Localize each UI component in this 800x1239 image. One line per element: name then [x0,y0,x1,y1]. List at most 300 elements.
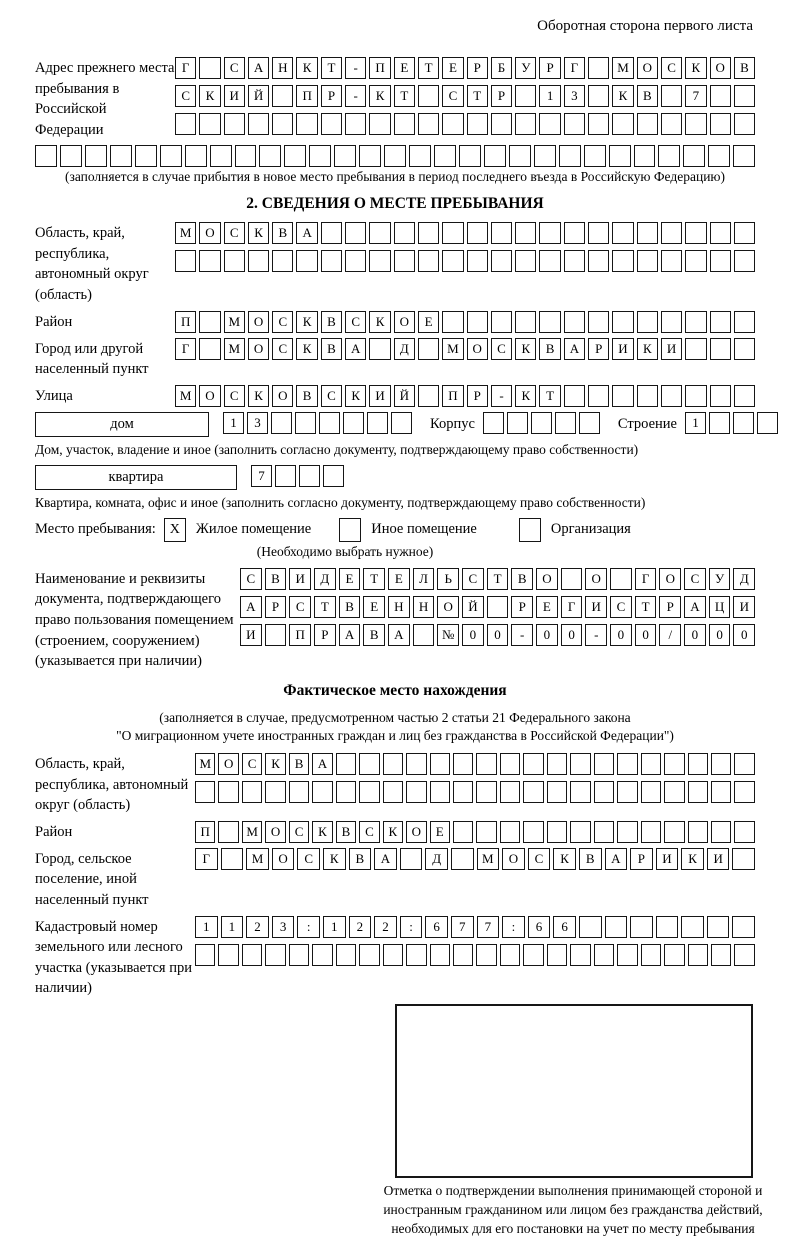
grid-cell[interactable] [531,412,552,434]
grid-cell[interactable] [321,222,342,244]
grid-cell[interactable] [296,113,317,135]
grid-cell[interactable] [430,944,450,966]
grid-cell[interactable]: А [345,338,366,360]
grid-cell[interactable]: Т [363,568,385,590]
grid-cell[interactable]: Г [564,57,585,79]
grid-cell[interactable]: - [585,624,607,646]
grid-cell[interactable] [711,781,731,803]
grid-cell[interactable] [467,311,488,333]
grid-cell[interactable]: / [659,624,681,646]
grid-cell[interactable] [476,781,496,803]
grid-cell[interactable]: : [297,916,320,938]
residence-type-checkbox-dwelling[interactable]: X [164,518,186,542]
grid-cell[interactable] [661,113,682,135]
grid-cell[interactable] [594,821,614,843]
grid-cell[interactable]: О [199,222,220,244]
grid-cell[interactable] [442,222,463,244]
grid-cell[interactable]: О [406,821,426,843]
grid-cell[interactable]: В [637,85,658,107]
grid-cell[interactable]: С [297,848,320,870]
grid-cell[interactable] [710,113,731,135]
grid-cell[interactable] [612,311,633,333]
grid-cell[interactable]: Д [314,568,336,590]
grid-cell[interactable] [259,145,281,167]
grid-cell[interactable] [272,113,293,135]
grid-cell[interactable]: С [175,85,196,107]
grid-cell[interactable] [289,944,309,966]
grid-cell[interactable]: - [511,624,533,646]
grid-cell[interactable] [661,385,682,407]
grid-cell[interactable] [594,944,614,966]
grid-cell[interactable]: 1 [223,412,244,434]
grid-cell[interactable] [555,412,576,434]
grid-cell[interactable] [688,821,708,843]
grid-cell[interactable] [334,145,356,167]
grid-cell[interactable] [394,113,415,135]
grid-cell[interactable]: Ь [437,568,459,590]
grid-cell[interactable] [515,311,536,333]
grid-cell[interactable]: В [272,222,293,244]
grid-cell[interactable]: 0 [487,624,509,646]
grid-cell[interactable] [588,57,609,79]
grid-cell[interactable]: П [175,311,196,333]
grid-cell[interactable]: О [218,753,238,775]
grid-cell[interactable] [617,753,637,775]
grid-cell[interactable] [367,412,388,434]
grid-cell[interactable] [265,781,285,803]
grid-cell[interactable]: 0 [684,624,706,646]
grid-cell[interactable] [561,568,583,590]
grid-cell[interactable]: А [296,222,317,244]
grid-cell[interactable] [757,412,778,434]
grid-cell[interactable]: 0 [536,624,558,646]
grid-cell[interactable] [685,338,706,360]
grid-cell[interactable] [265,624,287,646]
grid-cell[interactable] [617,781,637,803]
grid-cell[interactable]: О [265,821,285,843]
grid-cell[interactable] [199,250,220,272]
grid-cell[interactable] [710,385,731,407]
grid-cell[interactable] [199,113,220,135]
grid-cell[interactable]: 6 [425,916,448,938]
grid-cell[interactable] [418,250,439,272]
grid-cell[interactable]: В [511,568,533,590]
grid-cell[interactable] [507,412,528,434]
grid-cell[interactable] [688,781,708,803]
grid-cell[interactable] [710,311,731,333]
grid-cell[interactable] [487,596,509,618]
grid-cell[interactable]: С [661,57,682,79]
grid-cell[interactable] [612,113,633,135]
grid-cell[interactable] [634,145,656,167]
grid-cell[interactable] [612,250,633,272]
grid-cell[interactable]: Г [561,596,583,618]
grid-cell[interactable]: К [515,385,536,407]
grid-cell[interactable]: М [242,821,262,843]
grid-cell[interactable]: А [339,624,361,646]
grid-cell[interactable]: В [349,848,372,870]
grid-cell[interactable] [661,250,682,272]
grid-cell[interactable]: Т [321,57,342,79]
grid-cell[interactable]: С [224,57,245,79]
grid-cell[interactable] [199,57,220,79]
grid-cell[interactable]: Г [195,848,218,870]
grid-cell[interactable]: Т [467,85,488,107]
grid-cell[interactable] [135,145,157,167]
grid-cell[interactable] [359,753,379,775]
grid-cell[interactable] [641,821,661,843]
grid-cell[interactable] [453,821,473,843]
grid-cell[interactable] [476,944,496,966]
grid-cell[interactable] [564,222,585,244]
grid-cell[interactable]: А [248,57,269,79]
grid-cell[interactable]: С [240,568,262,590]
grid-cell[interactable]: В [321,338,342,360]
grid-cell[interactable]: В [265,568,287,590]
grid-cell[interactable]: Д [733,568,755,590]
grid-cell[interactable]: М [224,311,245,333]
grid-cell[interactable]: 2 [246,916,269,938]
grid-cell[interactable]: М [195,753,215,775]
grid-cell[interactable] [467,222,488,244]
grid-cell[interactable] [734,385,755,407]
grid-cell[interactable]: : [502,916,525,938]
grid-cell[interactable] [430,781,450,803]
grid-cell[interactable] [637,311,658,333]
grid-cell[interactable]: П [296,85,317,107]
grid-cell[interactable] [85,145,107,167]
grid-cell[interactable] [610,568,632,590]
grid-cell[interactable]: К [369,85,390,107]
grid-cell[interactable]: 0 [733,624,755,646]
grid-cell[interactable] [218,821,238,843]
grid-cell[interactable] [564,113,585,135]
grid-cell[interactable] [442,250,463,272]
grid-cell[interactable] [594,781,614,803]
grid-cell[interactable] [734,753,754,775]
grid-cell[interactable]: О [199,385,220,407]
grid-cell[interactable]: О [659,568,681,590]
grid-cell[interactable] [453,944,473,966]
grid-cell[interactable] [579,916,602,938]
grid-cell[interactable] [284,145,306,167]
grid-cell[interactable] [345,250,366,272]
grid-cell[interactable] [661,311,682,333]
grid-cell[interactable]: Р [588,338,609,360]
grid-cell[interactable] [467,113,488,135]
grid-cell[interactable] [685,250,706,272]
grid-cell[interactable]: В [339,596,361,618]
grid-cell[interactable] [491,222,512,244]
grid-cell[interactable] [539,113,560,135]
grid-cell[interactable]: Е [394,57,415,79]
grid-cell[interactable] [467,250,488,272]
grid-cell[interactable]: В [336,821,356,843]
grid-cell[interactable]: К [369,311,390,333]
grid-cell[interactable]: 2 [349,916,372,938]
grid-cell[interactable] [734,85,755,107]
grid-cell[interactable]: 7 [477,916,500,938]
grid-cell[interactable] [218,781,238,803]
grid-cell[interactable]: Р [265,596,287,618]
grid-cell[interactable]: 6 [528,916,551,938]
grid-cell[interactable]: А [684,596,706,618]
grid-cell[interactable] [734,311,755,333]
grid-cell[interactable] [369,338,390,360]
grid-cell[interactable]: В [296,385,317,407]
grid-cell[interactable]: И [585,596,607,618]
grid-cell[interactable] [383,753,403,775]
grid-cell[interactable] [710,222,731,244]
grid-cell[interactable] [688,944,708,966]
grid-cell[interactable]: О [502,848,525,870]
grid-cell[interactable] [418,85,439,107]
grid-cell[interactable]: Т [539,385,560,407]
grid-cell[interactable]: О [272,385,293,407]
grid-cell[interactable] [476,821,496,843]
grid-cell[interactable] [442,113,463,135]
grid-cell[interactable]: Т [487,568,509,590]
grid-cell[interactable]: А [388,624,410,646]
grid-cell[interactable]: Е [536,596,558,618]
grid-cell[interactable]: Т [635,596,657,618]
grid-cell[interactable] [476,753,496,775]
grid-cell[interactable] [218,944,238,966]
grid-cell[interactable] [733,412,754,434]
grid-cell[interactable]: Р [539,57,560,79]
grid-cell[interactable] [711,821,731,843]
grid-cell[interactable] [453,781,473,803]
grid-cell[interactable] [235,145,257,167]
grid-cell[interactable]: М [224,338,245,360]
grid-cell[interactable]: Й [248,85,269,107]
grid-cell[interactable] [418,385,439,407]
grid-cell[interactable] [612,385,633,407]
grid-cell[interactable] [564,311,585,333]
grid-cell[interactable]: Н [388,596,410,618]
grid-cell[interactable] [384,145,406,167]
grid-cell[interactable] [195,781,215,803]
grid-cell[interactable] [418,113,439,135]
grid-cell[interactable] [221,848,244,870]
grid-cell[interactable] [434,145,456,167]
grid-cell[interactable] [418,222,439,244]
grid-cell[interactable]: 7 [451,916,474,938]
grid-cell[interactable] [683,145,705,167]
grid-cell[interactable] [515,85,536,107]
grid-cell[interactable] [547,821,567,843]
grid-cell[interactable]: Е [430,821,450,843]
grid-cell[interactable] [394,250,415,272]
grid-cell[interactable]: Е [442,57,463,79]
grid-cell[interactable] [664,821,684,843]
grid-cell[interactable] [664,781,684,803]
grid-cell[interactable]: В [321,311,342,333]
grid-cell[interactable]: К [199,85,220,107]
grid-cell[interactable]: М [477,848,500,870]
grid-cell[interactable] [491,311,512,333]
grid-cell[interactable] [343,412,364,434]
grid-cell[interactable]: Г [175,57,196,79]
grid-cell[interactable] [658,145,680,167]
grid-cell[interactable]: Р [467,385,488,407]
grid-cell[interactable] [296,250,317,272]
grid-cell[interactable] [369,222,390,244]
grid-cell[interactable]: О [637,57,658,79]
grid-cell[interactable]: С [272,311,293,333]
grid-cell[interactable] [199,338,220,360]
grid-cell[interactable]: И [733,596,755,618]
grid-cell[interactable]: О [248,338,269,360]
grid-cell[interactable] [711,753,731,775]
grid-cell[interactable] [523,821,543,843]
grid-cell[interactable]: О [585,568,607,590]
grid-cell[interactable] [708,145,730,167]
grid-cell[interactable] [312,781,332,803]
grid-cell[interactable]: И [661,338,682,360]
grid-cell[interactable] [711,944,731,966]
grid-cell[interactable]: Ц [709,596,731,618]
grid-cell[interactable] [224,113,245,135]
grid-cell[interactable]: М [175,385,196,407]
grid-cell[interactable]: О [394,311,415,333]
grid-cell[interactable]: О [437,596,459,618]
grid-cell[interactable] [309,145,331,167]
grid-cell[interactable] [500,944,520,966]
grid-cell[interactable]: С [242,753,262,775]
grid-cell[interactable]: 7 [251,465,272,487]
grid-cell[interactable]: № [437,624,459,646]
grid-cell[interactable]: 7 [685,85,706,107]
grid-cell[interactable]: С [442,85,463,107]
grid-cell[interactable] [539,311,560,333]
grid-cell[interactable]: М [442,338,463,360]
grid-cell[interactable]: К [248,222,269,244]
grid-cell[interactable] [394,222,415,244]
grid-cell[interactable] [275,465,296,487]
grid-cell[interactable]: 3 [564,85,585,107]
grid-cell[interactable] [321,250,342,272]
grid-cell[interactable]: А [564,338,585,360]
grid-cell[interactable]: А [605,848,628,870]
grid-cell[interactable]: И [224,85,245,107]
grid-cell[interactable] [523,781,543,803]
grid-cell[interactable] [336,753,356,775]
grid-cell[interactable] [664,753,684,775]
grid-cell[interactable]: С [289,596,311,618]
grid-cell[interactable]: С [684,568,706,590]
grid-cell[interactable] [637,250,658,272]
grid-cell[interactable] [605,916,628,938]
grid-cell[interactable] [295,412,316,434]
grid-cell[interactable] [734,250,755,272]
grid-cell[interactable]: О [536,568,558,590]
grid-cell[interactable]: Й [394,385,415,407]
grid-cell[interactable] [430,753,450,775]
grid-cell[interactable] [733,145,755,167]
grid-cell[interactable] [534,145,556,167]
grid-cell[interactable] [547,944,567,966]
grid-cell[interactable] [413,624,435,646]
grid-cell[interactable] [459,145,481,167]
grid-cell[interactable] [732,848,755,870]
grid-cell[interactable] [661,222,682,244]
grid-cell[interactable] [709,412,730,434]
grid-cell[interactable] [588,385,609,407]
grid-cell[interactable] [588,85,609,107]
grid-cell[interactable]: И [240,624,262,646]
grid-cell[interactable]: С [491,338,512,360]
grid-cell[interactable] [242,944,262,966]
grid-cell[interactable]: Р [659,596,681,618]
grid-cell[interactable]: В [363,624,385,646]
grid-cell[interactable]: В [579,848,602,870]
grid-cell[interactable]: М [246,848,269,870]
grid-cell[interactable] [664,944,684,966]
grid-cell[interactable] [734,781,754,803]
grid-cell[interactable] [195,944,215,966]
grid-cell[interactable]: 3 [247,412,268,434]
grid-cell[interactable]: Г [635,568,657,590]
grid-cell[interactable] [588,113,609,135]
grid-cell[interactable]: К [553,848,576,870]
grid-cell[interactable]: Р [491,85,512,107]
grid-cell[interactable]: К [296,311,317,333]
grid-cell[interactable]: К [323,848,346,870]
grid-cell[interactable] [547,753,567,775]
grid-cell[interactable] [641,753,661,775]
grid-cell[interactable] [224,250,245,272]
grid-cell[interactable] [175,113,196,135]
grid-cell[interactable] [110,145,132,167]
grid-cell[interactable]: Е [388,568,410,590]
grid-cell[interactable] [710,338,731,360]
grid-cell[interactable] [547,781,567,803]
grid-cell[interactable] [681,916,704,938]
grid-cell[interactable] [160,145,182,167]
grid-cell[interactable]: А [374,848,397,870]
grid-cell[interactable] [564,250,585,272]
grid-cell[interactable] [336,781,356,803]
grid-cell[interactable] [312,944,332,966]
grid-cell[interactable] [210,145,232,167]
grid-cell[interactable] [271,412,292,434]
grid-cell[interactable]: С [321,385,342,407]
grid-cell[interactable]: 0 [561,624,583,646]
grid-cell[interactable]: И [289,568,311,590]
grid-cell[interactable] [383,781,403,803]
grid-cell[interactable]: М [175,222,196,244]
grid-cell[interactable]: Р [467,57,488,79]
grid-cell[interactable]: - [345,57,366,79]
grid-cell[interactable] [359,944,379,966]
grid-cell[interactable] [612,222,633,244]
grid-cell[interactable] [185,145,207,167]
grid-cell[interactable] [248,250,269,272]
grid-cell[interactable] [523,944,543,966]
grid-cell[interactable] [406,944,426,966]
grid-cell[interactable]: С [272,338,293,360]
grid-cell[interactable]: Н [272,57,293,79]
grid-cell[interactable] [359,145,381,167]
grid-cell[interactable] [685,311,706,333]
grid-cell[interactable] [418,338,439,360]
grid-cell[interactable]: С [359,821,379,843]
grid-cell[interactable] [35,145,57,167]
grid-cell[interactable] [500,781,520,803]
grid-cell[interactable] [509,145,531,167]
grid-cell[interactable]: Е [418,311,439,333]
